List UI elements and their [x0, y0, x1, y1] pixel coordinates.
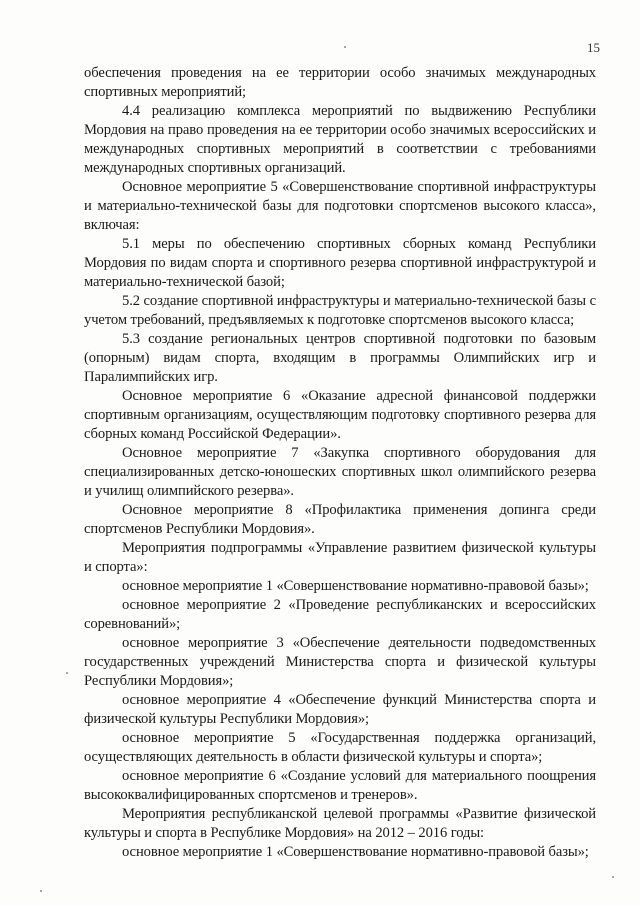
paragraph-sub-activity-4: основное мероприятие 4 «Обеспечение функций Министерства спорта и физической культуры Республики Мордовия»;: [84, 692, 596, 727]
scan-speck: [40, 890, 42, 892]
paragraph-item-5-2: 5.2 создание спортивной инфраструктуры и материально-технической базы с учетом требований, предъявляемых к подготовке спортсменов высокого класса;: [84, 293, 596, 328]
paragraph-main-activity-8: Основное мероприятие 8 «Профилактика применения допинга среди спортсменов Республики Мордовия».: [84, 502, 596, 537]
scan-speck: [66, 672, 68, 674]
paragraph-sub-activity-6: основное мероприятие 6 «Создание условий для материального поощрения высококвалифицированных спортсменов и тренеров».: [84, 768, 596, 803]
paragraph-main-activity-6: Основное мероприятие 6 «Оказание адресной финансовой поддержки спортивным организациям, осуществляющим подготовку спортивного резерва для сборных команд Российской Федерации».: [84, 388, 596, 442]
paragraph-item-5-1: 5.1 меры по обеспечению спортивных сборных команд Республики Мордовия по видам спорта и спортивного резерва спортивной инфраструктурой и материально-технической базой;: [84, 236, 596, 290]
paragraph-target-program-header: Мероприятия республиканской целевой программы «Развитие физической культуры и спорта в Республике Мордовия» на 2012 – 2016 годы:: [84, 806, 596, 841]
paragraph-target-activity-1: основное мероприятие 1 «Совершенствование нормативно-правовой базы»;: [122, 844, 589, 860]
page-number: 15: [587, 40, 600, 55]
scan-speck: [612, 876, 614, 878]
paragraph-sub-activity-1: основное мероприятие 1 «Совершенствование нормативно-правовой базы»;: [122, 578, 589, 594]
paragraph-subprogram-header: Мероприятия подпрограммы «Управление развитием физической культуры и спорта»:: [84, 540, 596, 575]
paragraph-main-activity-7: Основное мероприятие 7 «Закупка спортивного оборудования для специализированных детско-юношеских спортивных школ олимпийского резерва и училищ олимпийского резерва».: [84, 445, 596, 499]
paragraph-item-4-4: 4.4 реализацию комплекса мероприятий по выдвижению Республики Мордовия на право проведения на ее территории особо значимых всероссийских и международных спортивных мероприятий в соответствии с требованиями международных спортивных организаций.: [84, 103, 596, 176]
paragraph-sub-activity-2: основное мероприятие 2 «Проведение республиканских и всероссийских соревнований»;: [84, 597, 596, 632]
paragraph-sub-activity-5: основное мероприятие 5 «Государственная поддержка организаций, осуществляющих деятельность в области физической культуры и спорта»;: [84, 730, 596, 765]
paragraph-sub-activity-3: основное мероприятие 3 «Обеспечение деятельности подведомственных государственных учреждений Министерства спорта и физической культуры Республики Мордовия»;: [84, 635, 596, 689]
paragraph-item-5-3: 5.3 создание региональных центров спортивной подготовки по базовым (опорным) видам спорта, входящим в программы Олимпийских игр и Паралимпийских игр.: [84, 331, 596, 385]
scan-speck: [344, 46, 346, 48]
paragraph-continuation: обеспечения проведения на ее территории особо значимых международных спортивных мероприятий;: [84, 65, 596, 100]
paragraph-main-activity-5: Основное мероприятие 5 «Совершенствование спортивной инфраструктуры и материально-технической базы для подготовки спортсменов высокого класса», включая:: [84, 179, 596, 233]
document-body: [84, 64, 596, 862]
